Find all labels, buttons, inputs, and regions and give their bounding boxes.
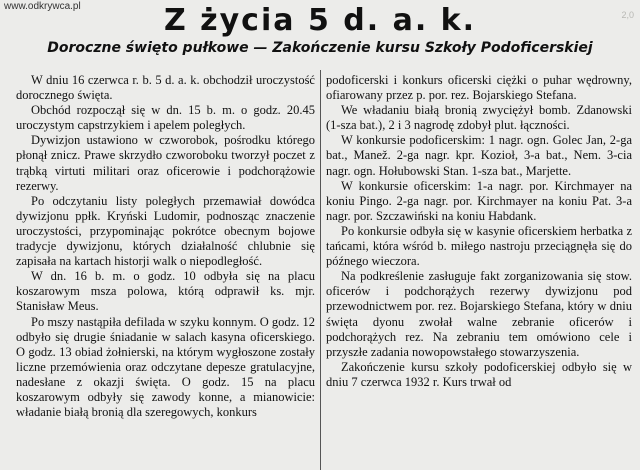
paragraph: Po konkursie odbyła się w kasynie oficerskiem herbatka z tańcami, która wśród b. miłego nastroju przeciągnęła się do późnego wieczora. <box>326 223 632 269</box>
corner-mark: 2,0 <box>621 10 634 20</box>
paragraph: W dn. 16 b. m. o godz. 10 odbyła się na placu koszarowym msza polowa, którą odprawił ks. mjr. Stanisław Meus. <box>16 269 315 314</box>
article-headline: Z życia 5 d. a. k. <box>163 3 477 38</box>
paragraph: podoficerski i konkurs oficerski ciężki o puhar wędrowny, ofiarowany przez p. por. rez. Bojarskiego Stefana. <box>326 73 632 103</box>
paragraph: Dywizjon ustawiono w czworobok, pośrodku którego płonął znicz. Prawe skrzydło czworoboku tworzył poczet z trąbką virtuti militari oraz oficerowie i podchorążowie rezerwy. <box>16 133 315 193</box>
paragraph: W konkursie podoficerskim: 1 nagr. ogn. Golec Jan, 2-ga bat., Manež. 2-ga nagr. kpr. Kozioł, 3-a bat., Nem. 3-cia nagr. ogn. Hołubowski Stan. 1-sza bat., Marjette. <box>326 133 632 178</box>
paragraph: Po mszy nastąpiła defilada w szyku konnym. O godz. 12 odbyło się drugie śniadanie w salach kasyna oficerskiego. O godz. 13 obiad żołnierski, na którym wygłoszone zostały liczne przemówienia oraz odczytane depesze gratulacyjne, nadesłane z okazji święta. O godz. 15 na placu koszarowym odbyły się zawody konne, a mianowicie: władanie białą bronią dla szeregowych, konkurs <box>16 314 315 420</box>
paragraph: W dniu 16 czerwca r. b. 5 d. a. k. obchodził uroczystość dorocznego święta. <box>16 73 315 103</box>
watermark: www.odkrywca.pl <box>4 1 81 12</box>
paragraph: Na podkreślenie zasługuje fakt zorganizowania się stow. oficerów i podchorążych rezerwy dywizjonu pod przewodnictwem por. rez. Bojarskiego Stefana, który w dniu święta dyonu zwołał walne zebranie oficerów i podchorążych rez. Na zebraniu tem omówiono cele i przyszłe zadania nowopowstałego stowarzyszenia. <box>326 269 632 359</box>
left-column <box>16 73 315 420</box>
paragraph: W konkursie oficerskim: 1-a nagr. por. Kirchmayer na koniu Pingo. 2-ga nagr. por. Kirchmayer na koniu Pat. 3-a nagr. por. Szczawiński na koniu Habdank. <box>326 178 632 223</box>
right-column <box>326 73 632 390</box>
article-subheadline: Doroczne święto pułkowe — Zakończenie kursu Szkoły Podoficerskiej <box>47 40 593 56</box>
paragraph: We władaniu białą bronią zwyciężył bomb. Zdanowski (1-sza bat.), 2 i 3 nagrodę zdobył plut. łączności. <box>326 103 632 133</box>
paragraph: Obchód rozpoczął się w dn. 15 b. m. o godz. 20.45 uroczystym capstrzykiem i apelem poległych. <box>16 103 315 133</box>
paragraph: Po odczytaniu listy poległych przemawiał dowódca dywizjonu ppłk. Kryński Ludomir, podnosząc znaczenie uroczystości, przypominając pokrótce obecnym bojowe tradycje dywizjonu, których działalność chlubnie się zapisała na kartach historji walk o niepodległość. <box>16 193 315 269</box>
column-divider <box>320 70 321 470</box>
paragraph: Zakończenie kursu szkoły podoficerskiej odbyło się w dniu 7 czerwca 1932 r. Kurs trwał od <box>326 359 632 389</box>
